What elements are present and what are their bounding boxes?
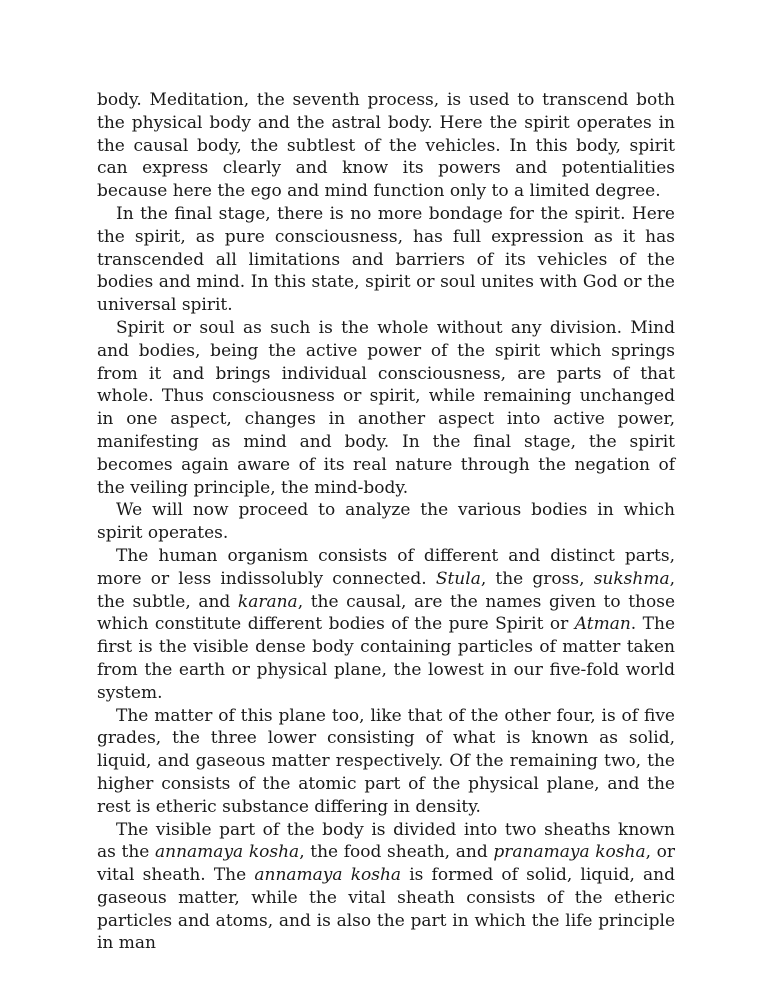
text-run: The visible part of the body is divided into two sheaths known as the	[97, 819, 675, 863]
italic-term: pranamaya kosha	[493, 842, 646, 863]
italic-term: annamaya kosha	[155, 842, 300, 863]
text-run: , the causal, are the names given to those which constitute different bodies of the pure Spirit or	[97, 591, 676, 635]
text-run: , the gross,	[480, 568, 594, 589]
text-run: Spirit or soul as such is the whole without any division. Mind and bodies, being the active power of the spirit which springs from it and brings individual consciousness, are parts of that whole. Thus consciousness or spirit, while remaining unchanged in one aspect, changes in another aspect into active power, manifesting as mind and body. In the final stage, the spirit becomes again aware of its real nature through the negation of the veiling principle, the mind-body.	[97, 317, 675, 498]
text-run: . The first is the visible dense body containing particles of matter taken from the earth or physical plane, the lowest in our five-fold world system.	[97, 614, 676, 703]
text-run: is formed of solid, liquid, and gaseous matter, while the vital sheath consists of the etheric particles and atoms, and is also the part in which the life principle in man	[97, 865, 675, 954]
paragraph	[97, 705, 675, 819]
italic-term: Stula	[435, 568, 481, 589]
italic-term: Atman	[574, 614, 631, 635]
text-run: The human organism consists of different and distinct parts, more or less indissolubly connected.	[97, 545, 675, 589]
italic-term: annamaya kosha	[254, 865, 402, 886]
paragraph	[97, 203, 675, 317]
paragraph	[97, 545, 675, 705]
italic-term: karana	[237, 591, 298, 612]
text-run: , the food sheath, and	[299, 842, 494, 863]
paragraph	[97, 317, 675, 499]
text-run: In the final stage, there is no more bondage for the spirit. Here the spirit, as pure consciousness, has full expression as it has transcended all limitations and barriers of its vehicles of the bodies and mind. In this state, spirit or soul unites with God or the universal spirit.	[97, 203, 675, 316]
paragraph	[97, 499, 675, 545]
page-body	[97, 89, 675, 955]
text-run: , or vital sheath. The	[97, 842, 675, 886]
italic-term: sukshma	[593, 568, 670, 589]
text-run: , the subtle, and	[97, 568, 675, 612]
text-run: We will now proceed to analyze the various bodies in which spirit operates.	[97, 500, 675, 544]
paragraph	[97, 819, 675, 956]
paragraph	[97, 89, 675, 203]
text-run: The matter of this plane too, like that of the other four, is of five grades, the three lower consisting of what is known as solid, liquid, and gaseous matter respectively. Of the remaining two, the higher consists of the atomic part of the physical plane, and the rest is etheric substance differing in density.	[97, 705, 675, 817]
text-run: body. Meditation, the seventh process, is used to transcend both the physical body and the astral body. Here the spirit operates in the causal body, the subtlest of the vehicles. In this body, spirit can express clearly and know its powers and potentialities because here the ego and mind function only to a limited degree.	[97, 90, 675, 202]
